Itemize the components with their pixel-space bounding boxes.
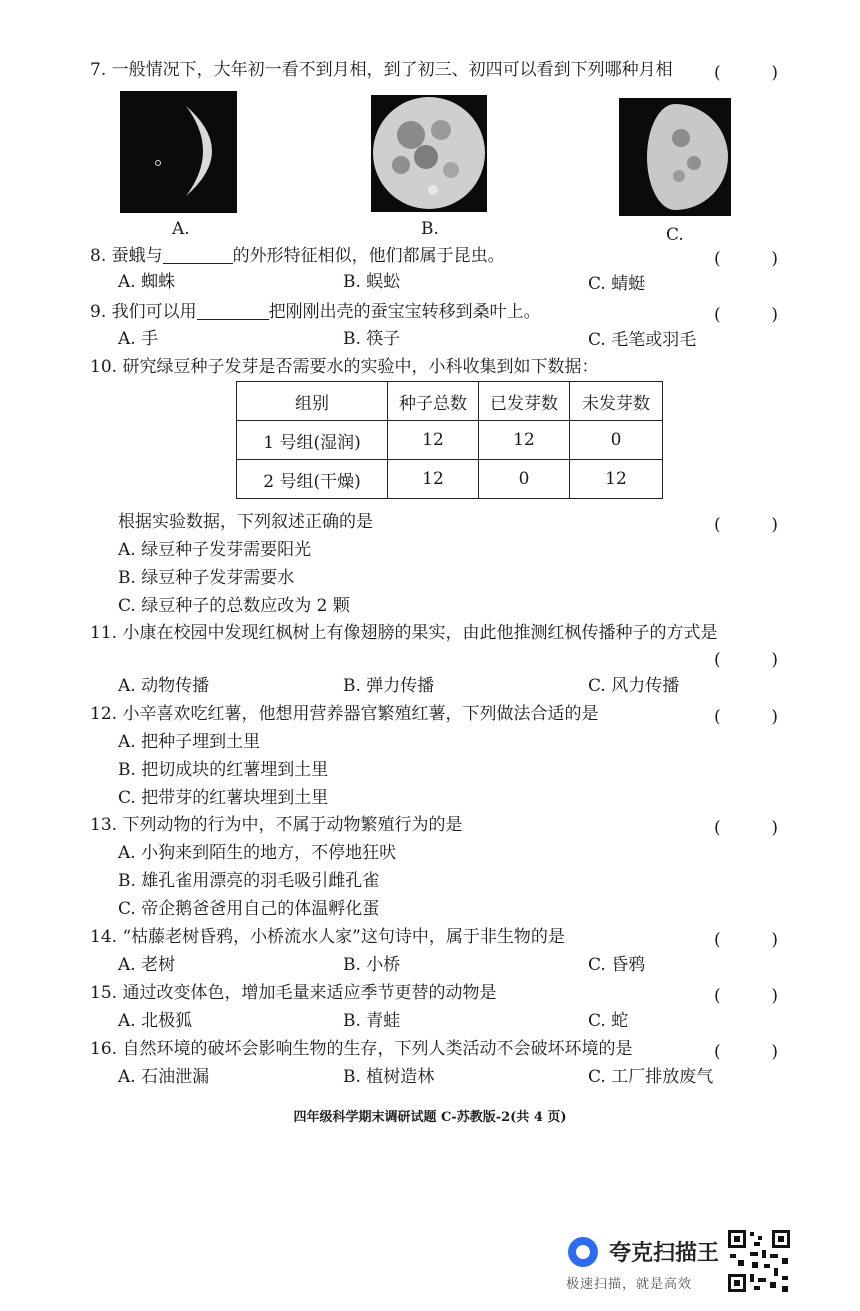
q8-blank bbox=[163, 245, 233, 264]
q8-option-b[interactable]: B. 蜈蚣 bbox=[343, 272, 401, 292]
full-moon-image bbox=[371, 95, 487, 212]
scanner-logo-icon bbox=[568, 1237, 598, 1267]
scanner-brand: 夸克扫描王 bbox=[609, 1241, 720, 1266]
q11-option-a[interactable]: A. 动物传播 bbox=[118, 676, 210, 696]
table-cell: 12 bbox=[388, 460, 479, 499]
q13-option-b[interactable]: B. 雄孔雀用漂亮的羽毛吸引雌孔雀 bbox=[118, 871, 380, 891]
q13-stem: 13. 下列动物的行为中，不属于动物繁殖行为的是 bbox=[90, 815, 463, 835]
q10-option-c[interactable]: C. 绿豆种子的总数应改为 2 颗 bbox=[118, 596, 350, 616]
q7-option-a[interactable]: A. bbox=[172, 219, 190, 239]
table-row bbox=[237, 421, 663, 460]
q11-option-c[interactable]: C. 风力传播 bbox=[588, 676, 680, 696]
table-header-row bbox=[237, 382, 663, 421]
q14-answer-bracket[interactable]: ( ) bbox=[714, 930, 778, 950]
scanner-slogan: 极速扫描，就是高效 bbox=[566, 1277, 693, 1292]
q16-option-c[interactable]: C. 工厂排放废气 bbox=[588, 1067, 714, 1087]
table-row bbox=[237, 460, 663, 499]
q10-answer-bracket[interactable]: ( ) bbox=[714, 515, 778, 535]
table-header-cell: 组别 bbox=[237, 382, 388, 421]
q11-stem: 11. 小康在校园中发现红枫树上有像翅膀的果实，由此他推测红枫传播种子的方式是 bbox=[90, 623, 718, 643]
q10-question: 根据实验数据，下列叙述正确的是 bbox=[118, 512, 373, 532]
q12-stem: 12. 小辛喜欢吃红薯，他想用营养器官繁殖红薯，下列做法合适的是 bbox=[90, 704, 599, 724]
q7-option-b[interactable]: B. bbox=[421, 219, 439, 239]
q14-option-a[interactable]: A. 老树 bbox=[118, 955, 176, 975]
q7-option-c[interactable]: C. bbox=[666, 225, 684, 245]
table-header-cell: 已发芽数 bbox=[479, 382, 570, 421]
q15-option-a[interactable]: A. 北极狐 bbox=[118, 1011, 193, 1031]
q16-option-b[interactable]: B. 植树造林 bbox=[343, 1067, 435, 1087]
q13-answer-bracket[interactable]: ( ) bbox=[714, 818, 778, 838]
qr-code-icon bbox=[726, 1228, 792, 1294]
table-cell: 12 bbox=[479, 421, 570, 460]
q7-answer-bracket[interactable]: ( ) bbox=[714, 63, 778, 83]
q9-blank bbox=[197, 301, 269, 320]
table-header-cell: 种子总数 bbox=[388, 382, 479, 421]
table-cell: 0 bbox=[479, 460, 570, 499]
q14-option-b[interactable]: B. 小桥 bbox=[343, 955, 401, 975]
q13-option-c[interactable]: C. 帝企鹅爸爸用自己的体温孵化蛋 bbox=[118, 899, 380, 919]
q8-stem: 8. 蚕蛾与 的外形特征相似，他们都属于昆虫。 bbox=[90, 246, 505, 266]
q14-option-c[interactable]: C. 昏鸦 bbox=[588, 955, 646, 975]
q15-stem: 15. 通过改变体色，增加毛量来适应季节更替的动物是 bbox=[90, 983, 497, 1003]
q13-option-a[interactable]: A. 小狗来到陌生的地方，不停地狂吠 bbox=[118, 843, 397, 863]
q12-answer-bracket[interactable]: ( ) bbox=[714, 707, 778, 727]
q15-option-c[interactable]: C. 蛇 bbox=[588, 1011, 629, 1031]
q9-answer-bracket[interactable]: ( ) bbox=[714, 305, 778, 325]
seed-germination-table bbox=[236, 381, 663, 499]
table-cell: 0 bbox=[570, 421, 663, 460]
q9-option-b[interactable]: B. 筷子 bbox=[343, 329, 401, 349]
q8-option-a[interactable]: A. 蜘蛛 bbox=[118, 272, 176, 292]
q9-option-c[interactable]: C. 毛笔或羽毛 bbox=[588, 330, 697, 350]
q15-answer-bracket[interactable]: ( ) bbox=[714, 986, 778, 1006]
table-cell: 1 号组(湿润) bbox=[237, 421, 388, 460]
q16-stem: 16. 自然环境的破坏会影响生物的生存，下列人类活动不会破坏环境的是 bbox=[90, 1039, 633, 1059]
table-cell: 2 号组(干燥) bbox=[237, 460, 388, 499]
q15-option-b[interactable]: B. 青蛙 bbox=[343, 1011, 401, 1031]
q9-stem: 9. 我们可以用 把刚刚出壳的蚕宝宝转移到桑叶上。 bbox=[90, 302, 541, 322]
q8-answer-bracket[interactable]: ( ) bbox=[714, 249, 778, 269]
q11-option-b[interactable]: B. 弹力传播 bbox=[343, 676, 435, 696]
table-cell: 12 bbox=[388, 421, 479, 460]
q16-answer-bracket[interactable]: ( ) bbox=[714, 1042, 778, 1062]
q10-stem: 10. 研究绿豆种子发芽是否需要水的实验中，小科收集到如下数据： bbox=[90, 357, 599, 377]
q7-stem: 7. 一般情况下，大年初一看不到月相，到了初三、初四可以看到下列哪种月相 bbox=[90, 60, 673, 80]
q14-stem: 14. “枯藤老树昏鸦，小桥流水人家”这句诗中，属于非生物的是 bbox=[90, 927, 565, 947]
q12-option-c[interactable]: C. 把带芽的红薯块埋到土里 bbox=[118, 788, 329, 808]
table-header-cell: 未发芽数 bbox=[570, 382, 663, 421]
q11-answer-bracket[interactable]: ( ) bbox=[714, 650, 778, 670]
q10-option-b[interactable]: B. 绿豆种子发芽需要水 bbox=[118, 568, 295, 588]
q16-option-a[interactable]: A. 石油泄漏 bbox=[118, 1067, 210, 1087]
table-cell: 12 bbox=[570, 460, 663, 499]
q12-option-b[interactable]: B. 把切成块的红薯埋到土里 bbox=[118, 760, 329, 780]
page-footer: 四年级科学期末调研试题 C-苏教版-2(共 4 页) bbox=[293, 1110, 567, 1125]
q12-option-a[interactable]: A. 把种子埋到土里 bbox=[118, 732, 261, 752]
gibbous-moon-image bbox=[619, 98, 731, 216]
q9-option-a[interactable]: A. 手 bbox=[118, 329, 159, 349]
crescent-moon-image bbox=[120, 91, 237, 213]
q10-option-a[interactable]: A. 绿豆种子发芽需要阳光 bbox=[118, 540, 312, 560]
q8-option-c[interactable]: C. 蜻蜓 bbox=[588, 274, 646, 294]
